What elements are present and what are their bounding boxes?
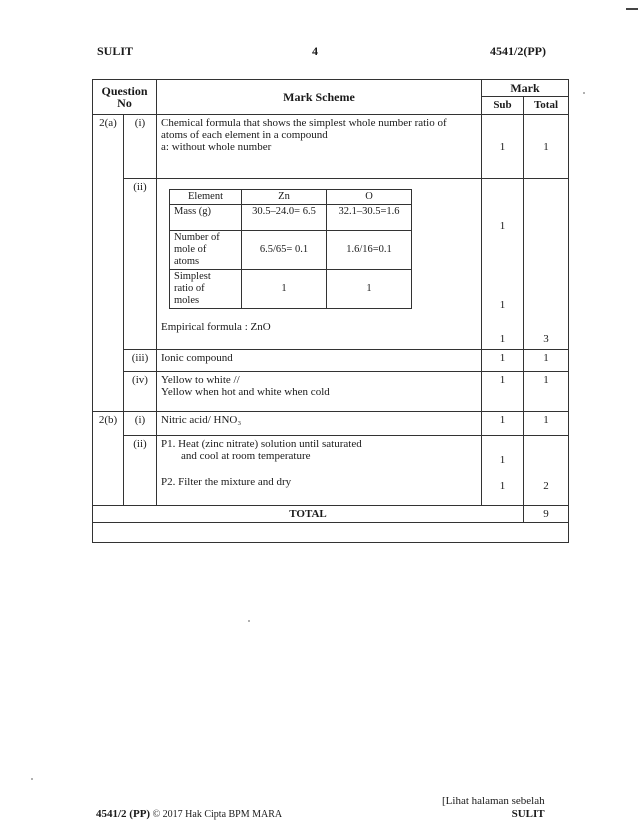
sub-mark: 1	[499, 333, 506, 345]
total-mark: 1	[524, 350, 569, 372]
part-b-i: (i)	[124, 412, 157, 436]
sub-mark: 1	[499, 220, 506, 232]
answer-2b-ii	[157, 436, 482, 506]
scan-speck	[248, 620, 250, 622]
question-no-header: Question No	[93, 80, 157, 115]
sub-header: Sub	[482, 97, 524, 115]
next-page-note: [Lihat halaman sebelah	[442, 795, 545, 807]
answer-line: a: without whole number	[161, 141, 272, 153]
mass-zn: 30.5–24.0= 6.5	[242, 205, 327, 231]
footer-next	[442, 795, 545, 821]
total-mark: 1	[524, 372, 569, 412]
label-line: moles	[174, 295, 200, 306]
total-mark: 2	[543, 480, 549, 492]
sub-mark-cell	[482, 436, 524, 506]
paper-code: 4541/2(PP)	[490, 44, 546, 58]
mole-o: 1.6/16=0.1	[327, 231, 412, 270]
table-footer-space	[93, 523, 569, 543]
total-label: TOTAL	[93, 506, 524, 523]
total-mark: 1	[524, 412, 569, 436]
footer-code: 4541/2 (PP)	[96, 808, 151, 820]
sub-mark: 1	[499, 299, 506, 311]
mass-label: Mass (g)	[170, 205, 242, 231]
part-iii: (iii)	[124, 350, 157, 372]
label-line: mole of	[174, 244, 207, 255]
scan-speck	[583, 92, 585, 94]
answer-2b-i: Nitric acid/ HNO₃	[157, 412, 482, 436]
total-mark-cell	[524, 179, 569, 350]
part-ii: (ii)	[124, 179, 157, 350]
total-mark-cell	[524, 436, 569, 506]
total-mark: 3	[543, 333, 549, 345]
page-number: 4	[312, 44, 318, 58]
answer-2a-iii: Ionic compound	[157, 350, 482, 372]
sub-mark-cell	[482, 179, 524, 350]
ratio-o: 1	[327, 270, 412, 309]
sub-mark: 1	[482, 372, 524, 412]
question-2b: 2(b)	[93, 412, 124, 506]
question-2a: 2(a)	[93, 115, 124, 412]
answer-line: Chemical formula that shows the simplest whole number ratio of	[161, 117, 447, 129]
zn-header: Zn	[242, 190, 327, 205]
header-sulit: SULIT	[97, 44, 134, 58]
label-line: ratio of	[174, 283, 205, 294]
label-line: atoms	[174, 256, 200, 267]
sub-mark: 1	[499, 480, 506, 492]
o-header: O	[327, 190, 412, 205]
answer-line: P2. Filter the mixture and dry	[161, 476, 292, 488]
answer-line: Yellow to white //	[161, 374, 240, 386]
sub-mark: 1	[482, 412, 524, 436]
mark-scheme-header: Mark Scheme	[157, 80, 482, 115]
footer-copyright-text: © 2017 Hak Cipta BPM MARA	[152, 809, 283, 820]
total-mark: 1	[524, 115, 569, 179]
answer-line: atoms of each element in a compound	[161, 129, 328, 141]
answer-line: P1. Heat (zinc nitrate) solution until saturated	[161, 438, 362, 450]
mark-header: Mark	[482, 80, 569, 97]
answer-line: Yellow when hot and white when cold	[161, 386, 330, 398]
total-header: Total	[524, 97, 569, 115]
label-line: Number of	[174, 232, 220, 243]
footer-copyright	[96, 808, 282, 820]
mole-zn: 6.5/65= 0.1	[242, 231, 327, 270]
part-i: (i)	[124, 115, 157, 179]
mass-o: 32.1–30.5=1.6	[327, 205, 412, 231]
part-b-ii: (ii)	[124, 436, 157, 506]
answer-line: and cool at room temperature	[181, 450, 311, 462]
part-iv: (iv)	[124, 372, 157, 412]
label-line: Simplest	[174, 271, 211, 282]
answer-2a-i	[157, 115, 482, 179]
scan-speck	[31, 778, 33, 780]
mole-label	[170, 231, 242, 270]
answer-2a-iv	[157, 372, 482, 412]
empirical-formula: Empirical formula : ZnO	[161, 321, 271, 333]
footer-sulit: SULIT	[511, 808, 545, 820]
sub-mark: 1	[482, 350, 524, 372]
grand-total: 9	[524, 506, 569, 523]
mark-scheme-table	[92, 79, 569, 543]
ratio-label	[170, 270, 242, 309]
scan-edge-mark	[626, 8, 638, 10]
element-header: Element	[170, 190, 242, 205]
sub-mark: 1	[499, 454, 506, 466]
ratio-zn: 1	[242, 270, 327, 309]
mole-ratio-table	[169, 189, 412, 309]
sub-mark: 1	[482, 115, 524, 179]
answer-2a-ii	[157, 179, 482, 350]
